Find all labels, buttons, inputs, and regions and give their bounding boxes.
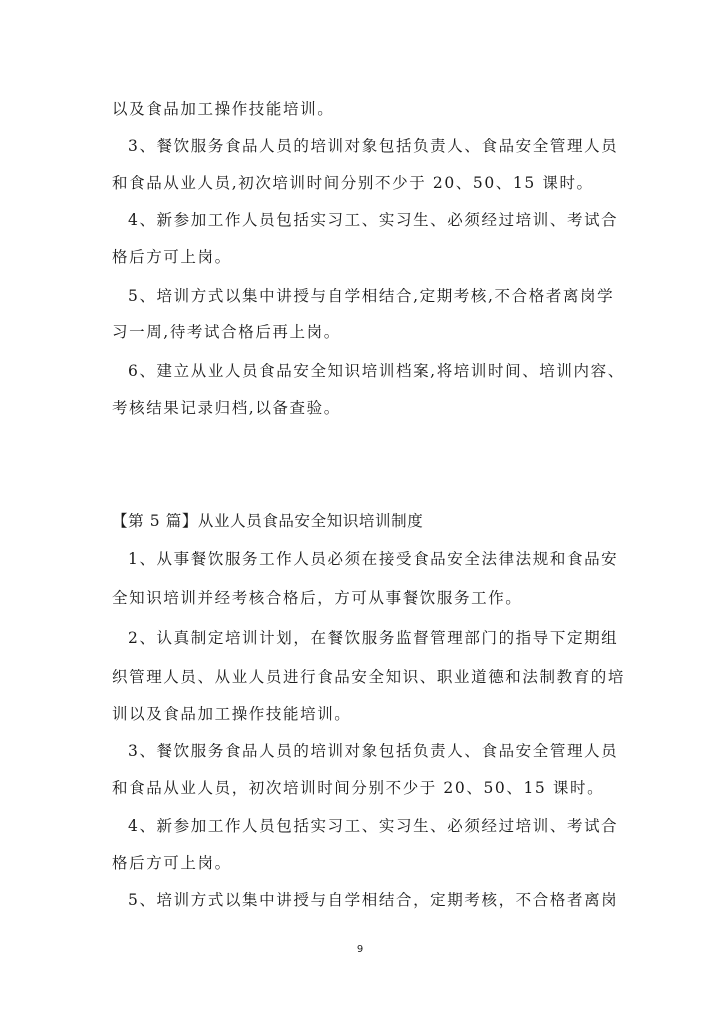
paragraph-line: 习一周,待考试合格后再上岗。	[112, 323, 341, 341]
paragraph-line: 格后方可上岗。	[112, 854, 232, 872]
paragraph-line: 和食品从业人员,初次培训时间分别不少于 20、50、15 课时。	[112, 174, 594, 192]
paragraph-line: 2、认真制定培训计划，在餐饮服务监督管理部门的指导下定期组	[128, 629, 619, 647]
paragraph-line: 6、建立从业人员食品安全知识培训档案,将培训时间、培训内容、	[128, 362, 625, 380]
paragraph-line: 全知识培训并经考核合格后，方可从事餐饮服务工作。	[112, 589, 523, 607]
paragraph-line: 3、餐饮服务食品人员的培训对象包括负责人、食品安全管理人员	[128, 742, 619, 760]
paragraph-line: 5、培训方式以集中讲授与自学相结合，定期考核，不合格者离岗	[128, 891, 619, 909]
article-heading: 【第 5 篇】从业人员食品安全知识培训制度	[112, 512, 424, 530]
paragraph-line: 训以及食品加工操作技能培训。	[112, 705, 352, 723]
paragraph-line: 3、餐饮服务食品人员的培训对象包括负责人、食品安全管理人员	[128, 137, 619, 155]
paragraph-line: 1、从事餐饮服务工作人员必须在接受食品安全法律法规和食品安	[128, 550, 619, 568]
paragraph-line: 织管理人员、从业人员进行食品安全知识、职业道德和法制教育的培	[112, 668, 626, 686]
paragraph-line: 5、培训方式以集中讲授与自学相结合,定期考核,不合格者离岗学	[128, 287, 615, 305]
page-number: 9	[356, 944, 364, 955]
paragraph-line: 4、新参加工作人员包括实习工、实习生、必须经过培训、考试合	[128, 817, 619, 835]
paragraph-line: 和食品从业人员，初次培训时间分别不少于 20、50、15 课时。	[112, 779, 605, 797]
paragraph-line: 以及食品加工操作技能培训。	[112, 100, 335, 118]
paragraph-line: 考核结果记录归档,以备查验。	[112, 399, 341, 417]
paragraph-line: 格后方可上岗。	[112, 248, 232, 266]
paragraph-line: 4、新参加工作人员包括实习工、实习生、必须经过培训、考试合	[128, 211, 619, 229]
